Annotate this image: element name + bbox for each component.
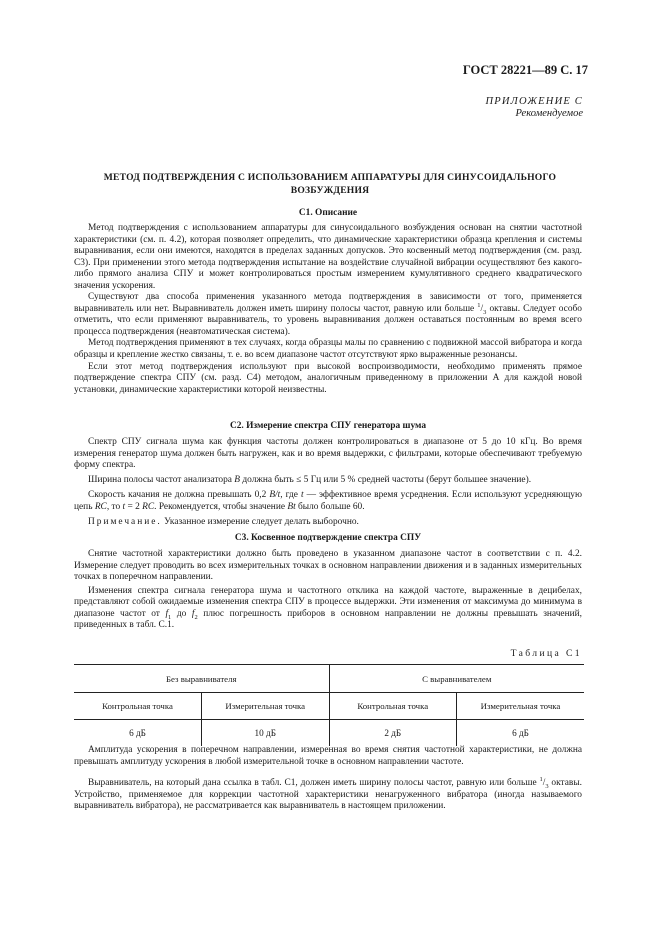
c2-paragraph-3: Скорость качания не должна превышать 0,2 B/t, где t — эффективное время усреднения. Если используют усредняющую цепь RC, то t = 2 RC. Рекомендуется, чтобы значение Bt было больше 60. [74,490,582,512]
table-header-row [74,693,584,720]
section-c2-heading: С2. Измерение спектра СПУ генератора шума [229,421,427,431]
table-cell: 10 дБ [202,720,330,747]
document-title [60,172,600,197]
appendix-status: Рекомендуемое [515,108,583,119]
table-group-row [74,665,584,693]
column-header: Контрольная точка [329,693,457,720]
c1-paragraph-2: Существуют два способа применения указанного метода подтверждения в зависимости от того, применяется выравниватель или нет. Выравниватель должен иметь ширину полосы частот, равную или больше $^1/_3$ октавы. Следует особо отметить, что если применяют выравниватель, то уровень выравнивания должен оставаться постоянным во время всего процесса подтверждения (неавтоматическая система). [74,292,582,337]
c1-paragraph-3: Метод подтверждения применяют в тех случаях, когда образцы малы по сравнению с подвижной массой вибратора и когда образцы и крепление жестко связаны, т. е. во всем диапазоне частот отсутствуют ярко выраженные резонансы. [74,338,582,361]
section-c3 [74,531,582,632]
column-header: Измерительная точка [202,693,330,720]
c2-paragraph-2: Ширина полосы частот анализатора B должна быть ≤ 5 Гц или 5 % средней частоты (берут большее значение). [88,474,532,485]
group-header-with-equalizer: С выравнивателем [329,665,584,693]
standard-header: ГОСТ 28221—89 С. 17 [462,63,588,77]
appendix-title: ПРИЛОЖЕНИЕ С [485,96,583,107]
section-c3-heading: С3. Косвенное подтверждение спектра СПУ [234,533,422,543]
section-c2 [74,419,582,529]
title-line-1: МЕТОД ПОДТВЕРЖДЕНИЯ С ИСПОЛЬЗОВАНИЕМ АППАРАТУРЫ ДЛЯ СИНУСОИДАЛЬНОГО [103,172,557,183]
c2-note: Примечание. Указанное измерение следует делать выборочно. [88,517,359,528]
table-row [74,720,584,747]
table-caption: Таблица С1 [510,648,582,659]
appendix-label [485,96,583,120]
table-cell: 2 дБ [329,720,457,747]
table-cell: 6 дБ [457,720,585,747]
c3-paragraph-2: Изменения спектра сигнала генератора шума и частотного отклика на каждой частоте, выраженные в децибелах, представляют собой ожидаемые изменения спектра СПУ в процессе выдержки. Эти изменения от максимума до минимума в диапазоне частот от $f_1$ до $f_2$ плюс погрешность приборов в основном направлении не должны превышать значений, приведенных в табл. С.1. [74,585,582,631]
c3-paragraph-1: Снятие частотной характеристики должно быть проведено в указанном диапазоне частот в соответствии с п. 4.2. Измерение следует проводить во всех измерительных точках в основном направлении движения и в заданных измерительных точках в поперечном направлении. [74,549,582,583]
section-c1-heading: С1. Описание [298,208,358,218]
section-after-table [74,745,582,813]
c2-paragraph-1: Спектр СПУ сигнала шума как функция частоты должен контролироваться в диапазоне от 5 до 10 кГц. Во время измерения генератор шума должен быть нагружен, как и во время выдержки, с фильтрами, которые обеспечивают требуемую форму спектра. [74,437,582,471]
group-header-no-equalizer: Без выравнивателя [74,665,329,693]
title-line-2: ВОЗБУЖДЕНИЯ [290,184,370,196]
column-header: Измерительная точка [457,693,585,720]
tolerance-table [74,664,584,746]
column-header: Контрольная точка [74,693,202,720]
table-cell: 6 дБ [129,728,146,738]
after-paragraph-1: Амплитуда ускорения в поперечном направлении, измеренная во время снятия частотной характеристики, не должна превышать амплитуду ускорения в любой измерительной точке в основном направлении частоте. [74,745,582,767]
section-c1 [74,206,582,396]
c1-paragraph-4: Если этот метод подтверждения используют при высокой воспроизводимости, необходимо применять прямое подтверждение спектра СПУ (см. разд. С4) методом, аналогичным приведенному в приложении А для каждой новой установки, динамические характеристики которой неизвестны. [74,361,582,395]
c1-paragraph-1: Метод подтверждения с использованием аппаратуры для синусоидального возбуждения основан на снятии частотной характеристики (см. п. 4.2), которая позволяет определить, что динамические характеристики образца крепления и системы выравнивания, если они имеются, находятся в пределах заданных допусков. Это косвенный метод подтверждения (см. разд. С3). При применении этого метода подтверждения испытание на воздействие случайной вибрации осуществляют без какого-либо прямого анализа СПУ и может контролироваться простым измерением кумулятивного среднего квадратического значения ускорения. [74,223,582,291]
after-paragraph-2: Выравниватель, на который дана ссылка в табл. С1, должен иметь ширину полосы частот, равную или больше $^1/_3$ октавы. Устройство, применяемое для коррекции частотной характеристики ненагруженного вибратора (иногда называемого выравниватель вибратора), не рассматривается как выравниватель в настоящем приложении. [74,775,582,812]
